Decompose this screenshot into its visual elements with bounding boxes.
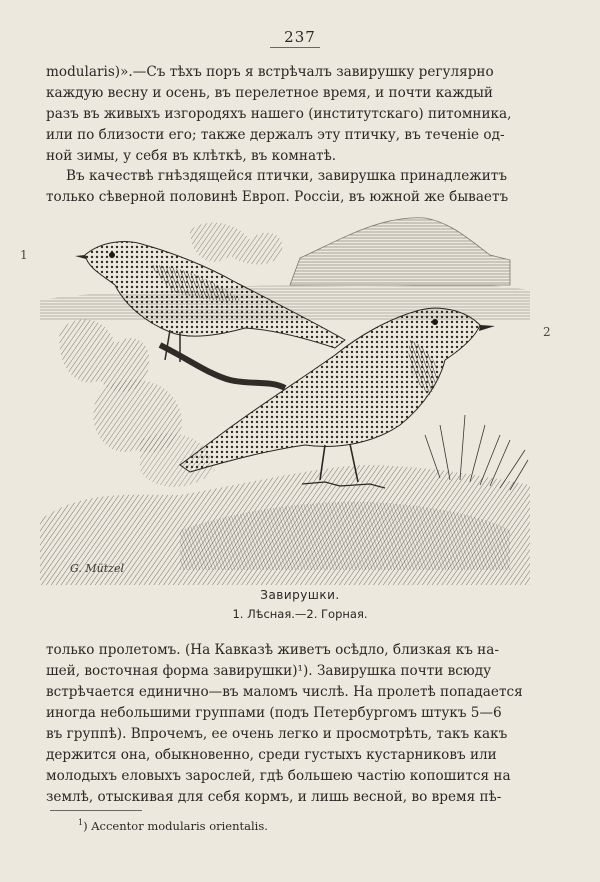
branch [160, 345, 285, 388]
text-line: молодыхъ еловыхъ зарослей, гдѣ большею частію копошится на [46, 768, 511, 784]
text-line: шей, восточная форма завирушки)¹). Завирушка почти всюду [46, 663, 492, 679]
text-line: только пролетомъ. (На Кавказѣ живетъ осѣдло, близкая къ на- [46, 642, 499, 658]
footnote-text: Accentor modularis orientalis. [91, 818, 268, 833]
bird-alpine-accentor [180, 308, 495, 488]
text-line: ной зимы, у себя въ клѣткѣ, въ комнатѣ. [46, 148, 337, 164]
figure-caption-subtitle: 1. Лѣсная.—2. Горная. [232, 607, 368, 621]
figure-label-2: 2 [543, 325, 551, 339]
paragraph-1 [46, 62, 556, 167]
artist-signature: G. Mützel [70, 562, 124, 575]
footnote-rule [50, 810, 142, 811]
text-line: встрѣчается единично—въ маломъ числѣ. На пролетѣ попадается [46, 684, 523, 700]
text-line: иногда небольшими группами (подъ Петербургомъ штукъ 5—6 [46, 705, 502, 721]
page-number: 237 [284, 28, 316, 46]
paragraph-2 [46, 166, 556, 208]
figure-caption-title: Завирушки. [260, 588, 340, 602]
text-line: modularis)».—Съ тѣхъ поръ я встрѣчалъ завирушку регулярно [46, 64, 494, 80]
text-line: землѣ, отыскивая для себя кормъ, и лишь весной, во время пѣ- [46, 789, 502, 805]
text-line: разъ въ живыхъ изгородяхъ нашего (институтскаго) питомника, [46, 106, 512, 122]
footnote: $^1$) Accentor modularis orientalis. [78, 818, 268, 833]
text-line: держится она, обыкновенно, среди густыхъ кустарниковъ или [46, 747, 497, 763]
text-line: Въ качествѣ гнѣздящейся птички, завирушка принадлежитъ [66, 168, 507, 184]
footnote-marker: 1 [78, 818, 84, 827]
paragraph-3 [46, 640, 556, 808]
text-line: каждую весну и осень, въ перелетное время, и почти каждый [46, 85, 493, 101]
text-line: въ группѣ). Впрочемъ, ее очень легко и просмотрѣть, такъ какъ [46, 726, 508, 742]
birds-illustration [40, 210, 530, 585]
text-line: или по близости его; также держалъ эту птичку, въ теченіе од- [46, 127, 505, 143]
page-number-rule [270, 47, 320, 48]
figure-label-1: 1 [20, 248, 28, 262]
text-line: только сѣверной половинѣ Европ. Россіи, въ южной же бываетъ [46, 189, 509, 205]
